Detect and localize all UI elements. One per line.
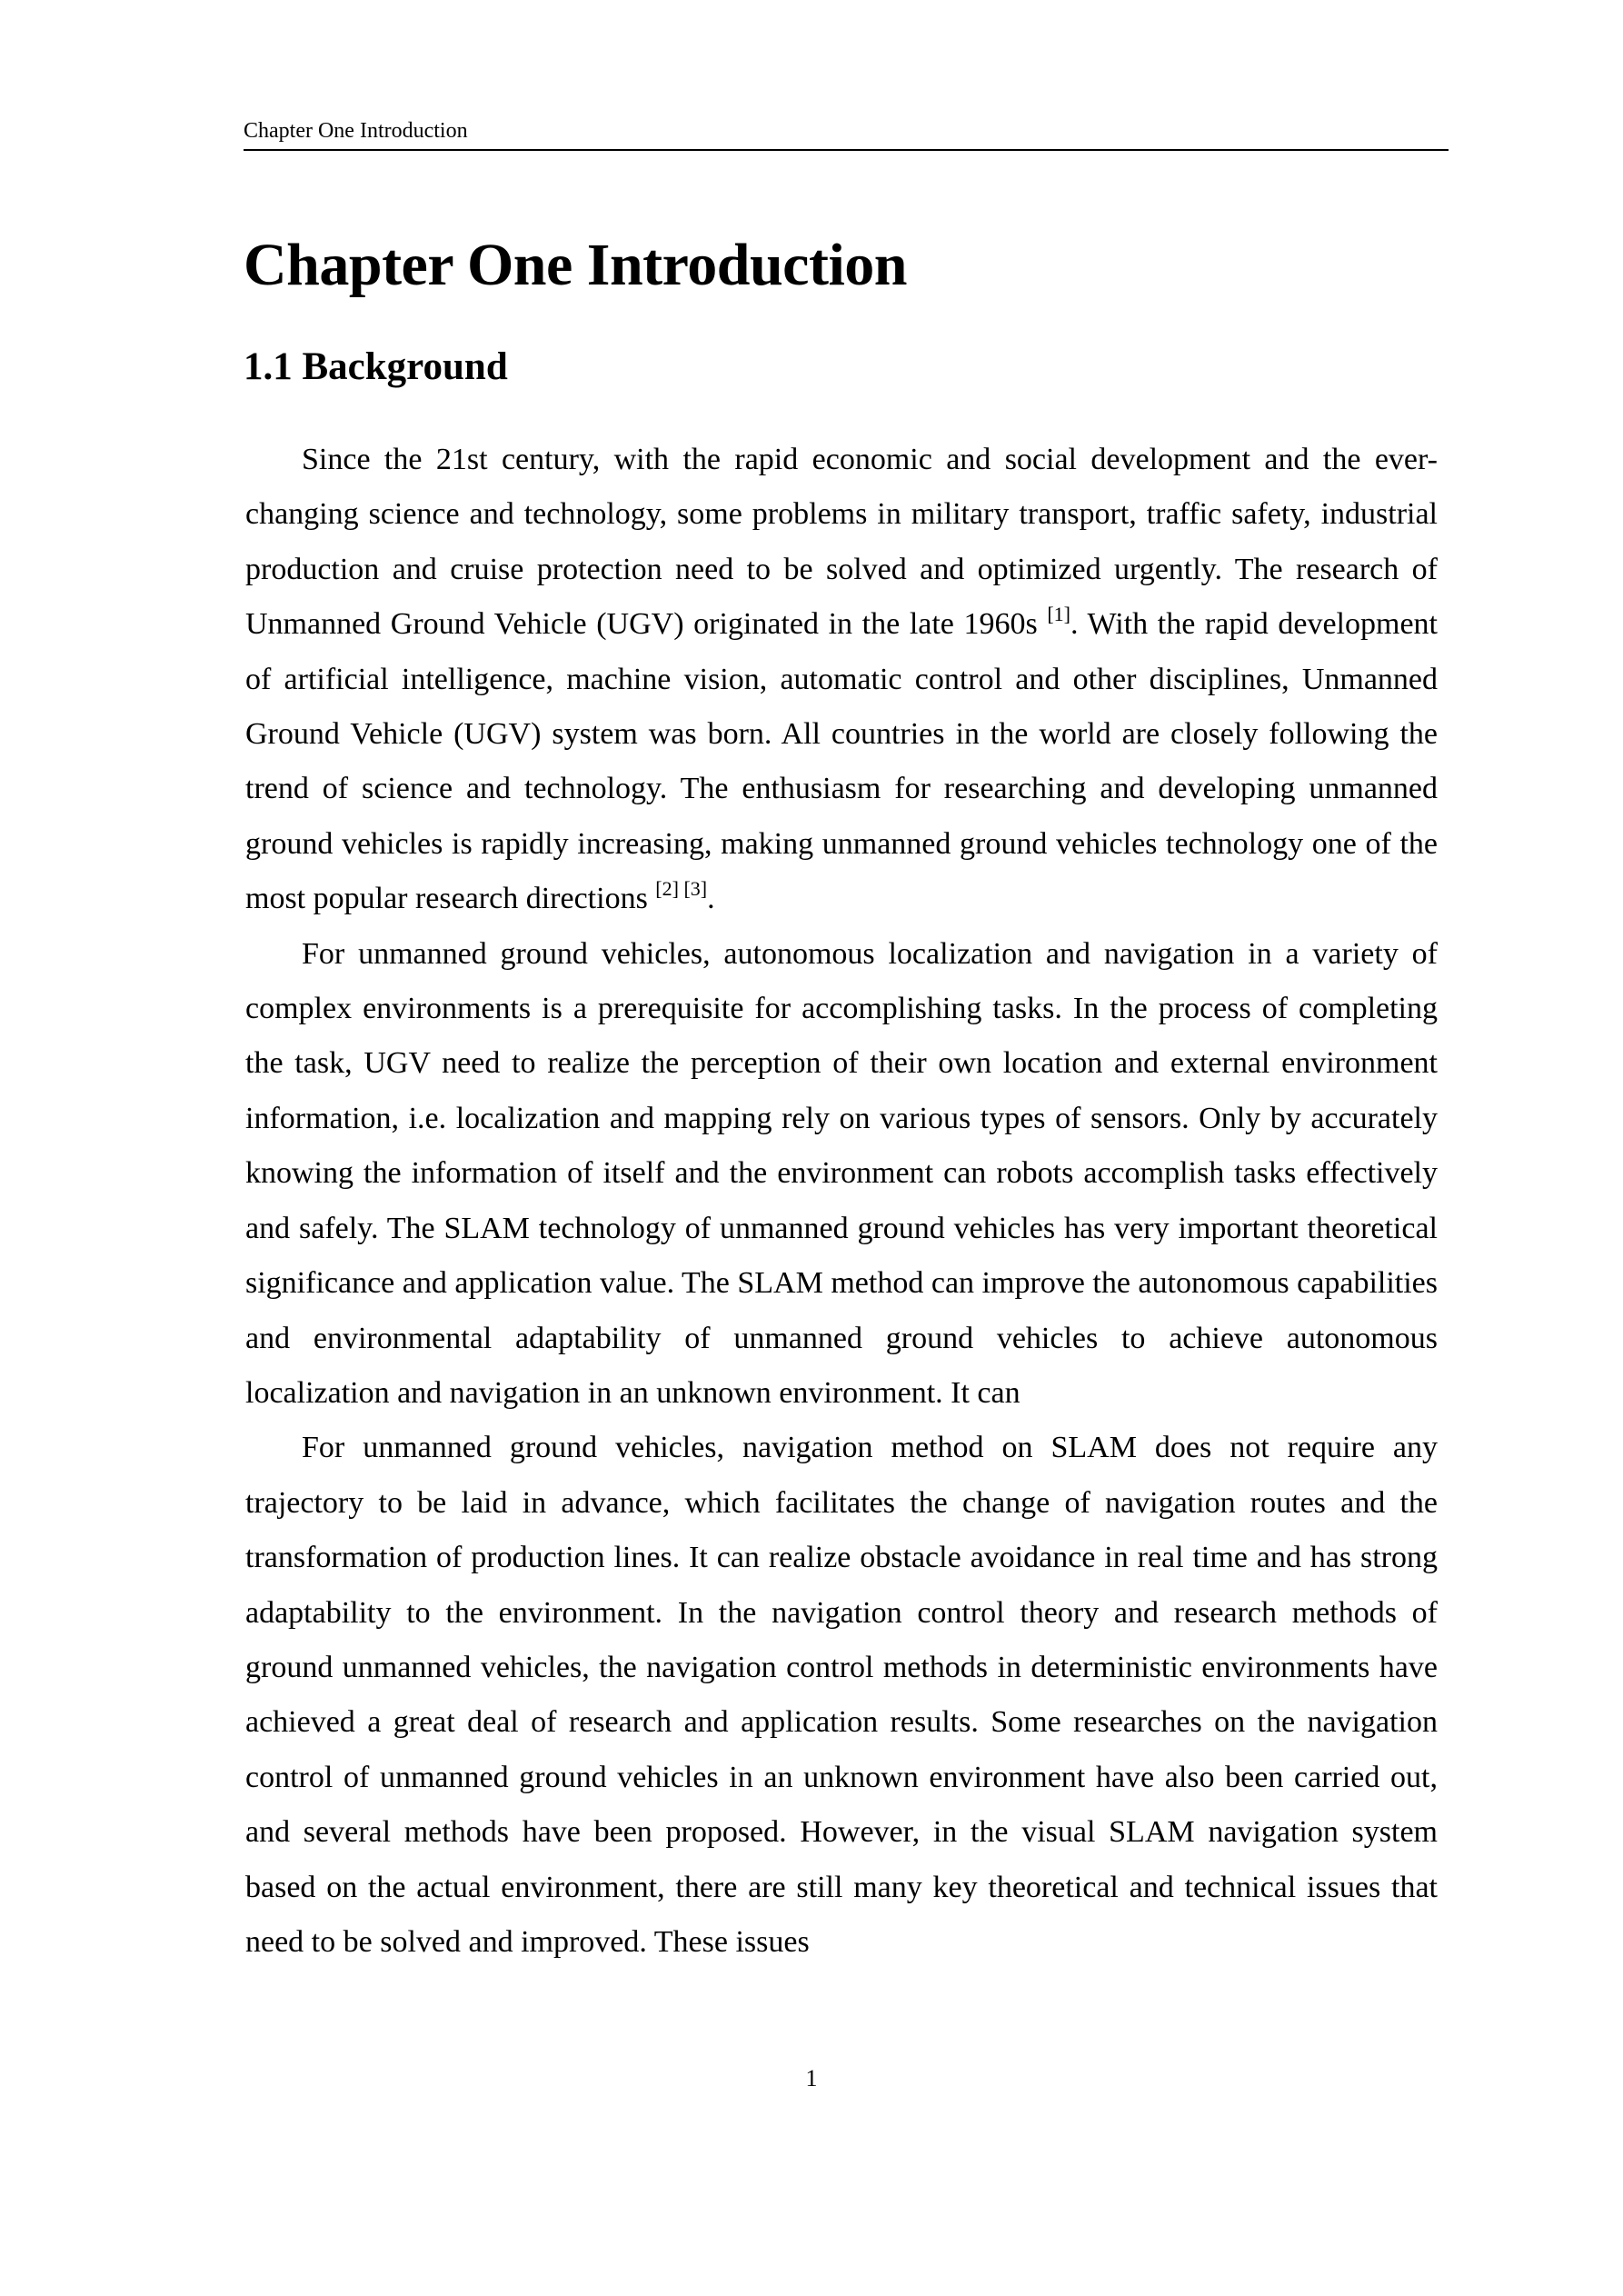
- body-text: [245, 433, 1438, 1970]
- chapter-title: Chapter One Introduction: [244, 232, 907, 298]
- paragraph-text: . With the rapid development of artificial intelligence, machine vision, automatic control and other disciplines, Unmanned Ground Vehicle (UGV) system was born. All countries in the world are closely following the trend of science and technology. The enthusiasm for researching and developing unmanned ground vehicles is rapidly increasing, making unmanned ground vehicles technology one of the most popular research directions: [245, 607, 1438, 916]
- paragraph-background-intro: [245, 433, 1438, 927]
- paragraph-text: For unmanned ground vehicles, autonomous localization and navigation in a variety of complex environments is a prerequisite for accomplishing tasks. In the process of completing the task, UGV need to realize the perception of their own location and external environment information, i.e. localization and mapping rely on various types of sensors. Only by accurately knowing the information of itself and the environment can robots accomplish tasks effectively and safely. The SLAM technology of unmanned ground vehicles has very important theoretical significance and application value. The SLAM method can improve the autonomous capabilities and environmental adaptability of unmanned ground vehicles to achieve autonomous localization and navigation in an unknown environment. It can: [245, 936, 1438, 1410]
- paragraph-text: Since the 21st century, with the rapid economic and social development and the ever-changing science and technology, some problems in military transport, traffic safety, industrial production and cruise protection need to be solved and optimized urgently. The research of Unmanned Ground Vehicle (UGV) originated in the late 1960s: [245, 443, 1438, 642]
- paragraph-localization: [245, 927, 1438, 1422]
- paragraph-text: For unmanned ground vehicles, navigation method on SLAM does not require any trajectory to be laid in advance, which facilitates the change of navigation routes and the transformation of production lines. It can realize obstacle avoidance in real time and has strong adaptability to the environment. In the navigation control theory and research methods of ground unmanned vehicles, the navigation control methods in deterministic environments have achieved a great deal of research and application results. Some researches on the navigation control of unmanned ground vehicles in an unknown environment have also been carried out, and several methods have been proposed. However, in the visual SLAM navigation system based on the actual environment, there are still many key theoretical and technical issues that need to be solved and improved. These issues: [245, 1431, 1438, 1959]
- section-heading: 1.1 Background: [244, 345, 508, 388]
- running-header-title: Chapter One Introduction: [244, 119, 468, 143]
- citation-marker: [2] [3]: [655, 876, 708, 900]
- running-header: [244, 118, 1449, 151]
- page-number: 1: [805, 2065, 818, 2091]
- citation-marker: [1]: [1047, 602, 1071, 625]
- paragraph-text: .: [707, 882, 715, 916]
- paragraph-navigation: [245, 1421, 1438, 1970]
